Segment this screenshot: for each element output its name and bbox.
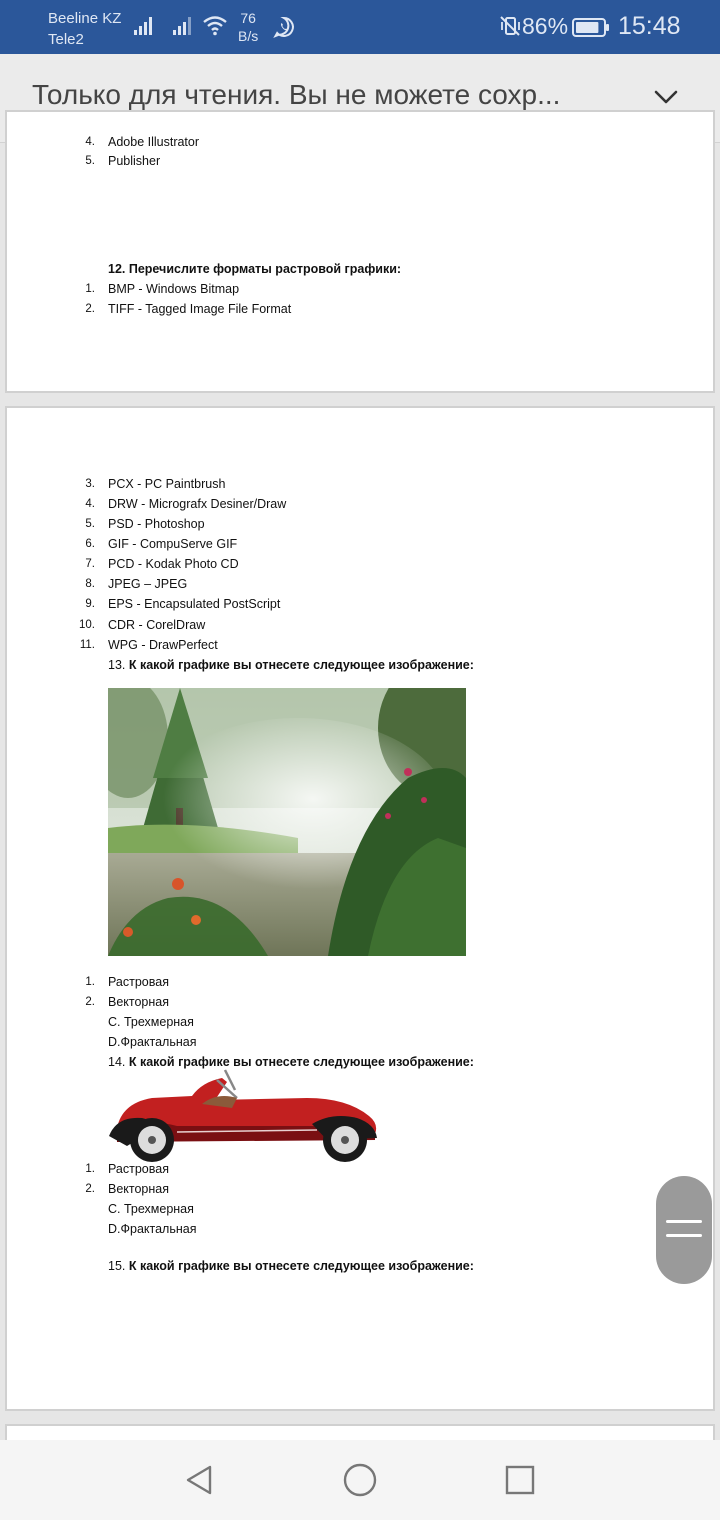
battery-icon (572, 18, 610, 37)
vibrate-mute-icon (498, 14, 522, 38)
option-text: С. Трехмерная (108, 1202, 194, 1216)
scroll-handle[interactable] (656, 1176, 712, 1284)
list-item-text: WPG - DrawPerfect (108, 638, 218, 652)
home-icon[interactable] (342, 1462, 378, 1498)
list-item-number: 10. (79, 619, 95, 631)
list-item-text: DRW - Micrografx Desiner/Draw (108, 497, 287, 511)
list-item-number: 6. (85, 538, 95, 550)
list-item-text: GIF - CompuServe GIF (108, 537, 238, 551)
option-text: Растровая (108, 975, 169, 989)
option-text: Растровая (108, 1162, 169, 1176)
question-15-text: К какой графике вы отнесете следующее изображение: (128, 1259, 474, 1273)
question-13-title (108, 658, 474, 672)
question-15-title (108, 1259, 474, 1273)
list-item-number: 8. (85, 578, 95, 590)
whatsapp-icon (272, 15, 296, 39)
option-text: Векторная (108, 1182, 170, 1196)
option-text: С. Трехмерная (108, 1015, 194, 1029)
foggy-pond-photo (108, 688, 466, 956)
option-number: 1. (85, 976, 95, 988)
question-14-title (108, 1055, 474, 1069)
list-item-number: 1. (85, 283, 95, 295)
list-item-text: JPEG – JPEG (108, 577, 188, 591)
question-12-title: 12. Перечислите форматы растровой графики: (108, 262, 402, 276)
list-item-number: 9. (85, 598, 95, 610)
network-speed-unit: B/s (238, 28, 259, 44)
document-page-2 (5, 406, 715, 1411)
document-page-1 (5, 110, 715, 393)
read-only-message: Только для чтения. Вы не можете сохр... (32, 79, 561, 110)
list-item-number: 4. (85, 136, 95, 148)
option-text: D.Фрактальная (108, 1222, 197, 1236)
back-icon[interactable] (182, 1462, 218, 1498)
battery-percent: 86% (522, 13, 569, 39)
battery-fill (576, 22, 598, 33)
cell-signal-2-icon (171, 14, 195, 36)
handle-grip-line (666, 1220, 702, 1223)
carrier-1: Beeline KZ (48, 10, 122, 27)
question-15-number: 15. (108, 1259, 126, 1273)
list-item-number: 5. (85, 155, 95, 167)
list-item-text: TIFF - Tagged Image File Format (108, 302, 292, 316)
list-item-number: 4. (85, 498, 95, 510)
list-item-number: 5. (85, 518, 95, 530)
question-13-text: К какой графике вы отнесете следующее изображение: (128, 658, 474, 672)
list-item-text: EPS - Encapsulated PostScript (108, 597, 281, 611)
option-number: 2. (85, 1183, 95, 1195)
network-speed-value: 76 (240, 10, 256, 26)
network-speed (238, 9, 258, 45)
red-vintage-car-image (107, 1068, 387, 1163)
navigation-bar (0, 1440, 720, 1520)
wifi-icon (202, 14, 228, 36)
option-number: 1. (85, 1163, 95, 1175)
list-item-text: Adobe Illustrator (108, 135, 200, 149)
list-item-number: 2. (85, 303, 95, 315)
carrier-names (48, 8, 121, 50)
option-text: D.Фрактальная (108, 1035, 197, 1049)
status-bar (0, 0, 720, 54)
option-text: Векторная (108, 995, 170, 1009)
clock: 15:48 (618, 12, 681, 40)
carrier-2: Tele2 (48, 31, 84, 48)
list-item-number: 7. (85, 558, 95, 570)
question-13-number: 13. (108, 658, 126, 672)
cell-signal-1-icon (132, 14, 156, 36)
list-item-text: Publisher (108, 154, 161, 168)
option-number: 2. (85, 996, 95, 1008)
list-item-number: 3. (85, 478, 95, 490)
list-item-text: CDR - CorelDraw (108, 618, 206, 632)
recent-apps-icon[interactable] (502, 1462, 538, 1498)
chevron-down-icon[interactable] (650, 84, 682, 112)
question-14-text: К какой графике вы отнесете следующее изображение: (128, 1055, 474, 1069)
question-14-number: 14. (108, 1055, 126, 1069)
list-item-text: PSD - Photoshop (108, 517, 205, 531)
list-item-number: 11. (79, 639, 95, 651)
list-item-text: PCD - Kodak Photo CD (108, 557, 239, 571)
list-item-text: PCX - PC Paintbrush (108, 477, 226, 491)
list-item-text: BMP - Windows Bitmap (108, 282, 240, 296)
handle-grip-line (666, 1234, 702, 1237)
